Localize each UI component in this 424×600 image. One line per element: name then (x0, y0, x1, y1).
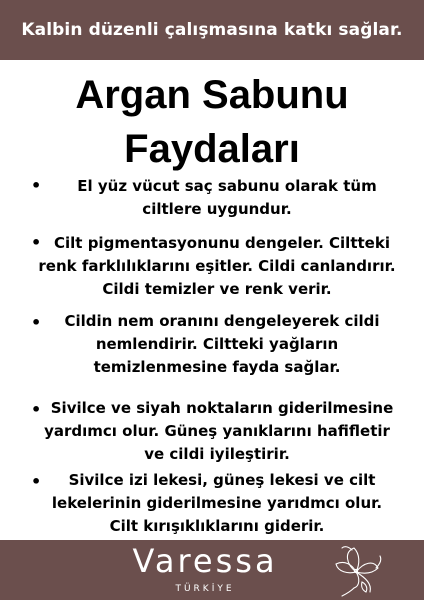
title-line-2: Faydaları (124, 127, 300, 171)
bullet-line: Sivilce ve siyah noktaların giderilmesine (50, 399, 394, 417)
top-banner-text: Kalbin düzenli çalışmasına katkı sağlar. (21, 20, 403, 40)
bullet-dot: • (31, 400, 42, 419)
bullet-dot: • (31, 313, 42, 332)
bullet-line: lekelerinin giderilmesine yarıdmcı olur. (51, 494, 383, 512)
bullet-line: Sivilce izi lekesi, güneş lekesi ve cilt (68, 471, 376, 489)
flower-logo-icon (326, 542, 386, 598)
bullet-line: temizlenmesine fayda sağlar. (93, 358, 341, 376)
brand-subtitle: TÜRKİYE (175, 584, 235, 594)
bullet-line: Cilt kırışıklıklarını giderir. (109, 517, 325, 535)
bullet-line: Cilt pigmentasyonunu dengeler. Ciltteki (54, 234, 390, 252)
bullet-line: Cildi temizler ve renk verir. (102, 280, 332, 298)
bullet-dot: • (31, 233, 42, 252)
bullet-line: nemlendirir. Ciltteki yağların (95, 335, 339, 353)
brand-footer (0, 540, 424, 600)
bullet-line: Cildin nem oranını dengeleyerek cildi (64, 312, 380, 330)
bullet-line: ve cildi iyileştirir. (144, 445, 290, 463)
bullet-line: renk farklılıklarını eşitler. Cildi canlandırır. (38, 257, 396, 275)
bullet-line: El yüz vücut saç sabunu olarak tüm (77, 177, 377, 195)
brand-name: Varessa (132, 542, 278, 580)
bullet-dot: • (31, 176, 42, 195)
page-title (0, 68, 424, 176)
bullet-line: yardımcı olur. Güneş yanıklarını hafifletir (44, 422, 390, 440)
title-line-1: Argan Sabunu (75, 73, 349, 117)
bullet-line: ciltlere uygundur. (142, 200, 292, 218)
top-banner (0, 0, 424, 60)
bullet-dot: • (31, 472, 42, 491)
